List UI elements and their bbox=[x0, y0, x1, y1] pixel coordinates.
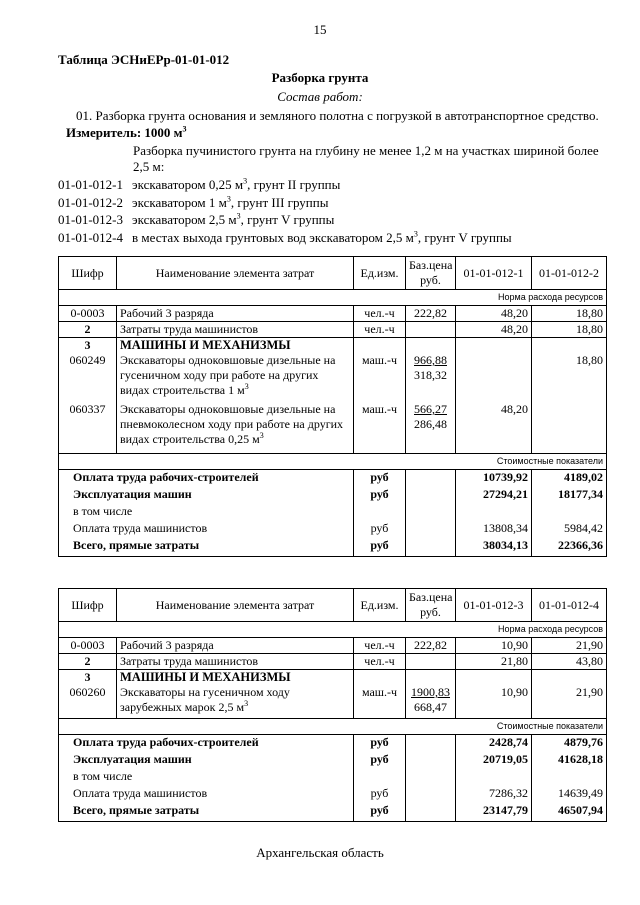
header-col-b: 01-01-012-2 bbox=[532, 257, 607, 290]
header-col-b: 01-01-012-4 bbox=[532, 589, 607, 622]
header-unit: Ед.изм. bbox=[354, 257, 406, 290]
composition-title: Состав работ: bbox=[277, 89, 363, 104]
table-name: Таблица ЭСНиЕРр-01-01-012 bbox=[58, 52, 230, 67]
page-number: 15 bbox=[313, 22, 327, 37]
norm-label: Норма расхода ресурсов bbox=[59, 622, 607, 638]
summary-row: Оплата труда рабочих-строителей руб 2428,74 4879,76 bbox=[59, 735, 607, 752]
header-name: Наименование элемента затрат bbox=[117, 257, 354, 290]
norm-label: Норма расхода ресурсов bbox=[59, 290, 607, 306]
table-row: 060249 Экскаваторы одноковшовые дизельные на гусеничном ходу при работе на других видах строительства 1 $м^3$ маш.-ч 966,88 318,32 18,80 bbox=[59, 353, 607, 398]
table-row: 2 Затраты труда машинистов чел.-ч 21,80 43,80 bbox=[59, 654, 607, 670]
header-unit: Ед.изм. bbox=[354, 589, 406, 622]
variant-row: 01-01-012-3 экскаватором 2,5 $м^3$, грунт V группы bbox=[58, 211, 335, 227]
table-row: 060337 Экскаваторы одноковшовые дизельные на пневмоколесном ходу при работе на других видах строительства 0,25 $м^3$ маш.-ч 566,27 286,48 48,20 bbox=[59, 398, 607, 454]
section-row: 3 МАШИНЫ И МЕХАНИЗМЫ bbox=[59, 670, 607, 686]
summary-row: Эксплуатация машин руб 27294,21 18177,34 bbox=[59, 487, 607, 504]
header-price: Баз.цена руб. bbox=[406, 589, 456, 622]
summary-row: Оплата труда рабочих-строителей руб 10739,92 4189,02 bbox=[59, 470, 607, 487]
header-col-a: 01-01-012-1 bbox=[456, 257, 532, 290]
variant-row: 01-01-012-2 экскаватором 1 $м^3$, грунт III группы bbox=[58, 194, 329, 210]
resource-table-1 bbox=[58, 256, 607, 557]
description: Разборка пучинистого грунта на глубину не менее 1,2 м на участках шириной более 2,5 м: bbox=[133, 143, 599, 174]
resource-table-2 bbox=[58, 588, 607, 822]
table-row: 0-0003 Рабочий 3 разряда чел.-ч 222,82 10,90 21,90 bbox=[59, 638, 607, 654]
summary-row: Оплата труда машинистов руб 7286,32 14639,49 bbox=[59, 786, 607, 803]
section-row: 3 МАШИНЫ И МЕХАНИЗМЫ bbox=[59, 338, 607, 354]
section-title: Разборка грунта bbox=[271, 70, 369, 85]
work-item: 01. Разборка грунта основания и земляного полотна с погрузкой в автотранспортное средство. bbox=[76, 108, 599, 123]
cost-label: Стоимостные показатели bbox=[59, 454, 607, 470]
header-code: Шифр bbox=[59, 257, 117, 290]
variant-row: 01-01-012-4 в местах выхода грунтовых вод экскаватором 2,5 $м^3$, грунт V группы bbox=[58, 229, 512, 245]
table-row: 060260 Экскаваторы на гусеничном ходу зарубежных марок 2,5 $м^3$ маш.-ч 1900,83 668,47 10,90 21,90 bbox=[59, 685, 607, 719]
summary-row: Всего, прямые затраты руб 38034,13 22366,36 bbox=[59, 538, 607, 557]
summary-row: Всего, прямые затраты руб 23147,79 46507,94 bbox=[59, 803, 607, 822]
summary-row: Оплата труда машинистов руб 13808,34 5984,42 bbox=[59, 521, 607, 538]
header-code: Шифр bbox=[59, 589, 117, 622]
cost-label: Стоимостные показатели bbox=[59, 719, 607, 735]
meter: Измеритель: 1000 $м^3$ bbox=[66, 124, 187, 140]
table-row: 2 Затраты труда машинистов чел.-ч 48,20 18,80 bbox=[59, 322, 607, 338]
summary-row: в том числе bbox=[59, 769, 607, 786]
header-name: Наименование элемента затрат bbox=[117, 589, 354, 622]
footer-region: Архангельская область bbox=[256, 845, 384, 860]
header-price: Баз.цена руб. bbox=[406, 257, 456, 290]
summary-row: в том числе bbox=[59, 504, 607, 521]
header-col-a: 01-01-012-3 bbox=[456, 589, 532, 622]
variant-row: 01-01-012-1 экскаватором 0,25 $м^3$, грунт II группы bbox=[58, 176, 341, 192]
table-row: 0-0003 Рабочий 3 разряда чел.-ч 222,82 48,20 18,80 bbox=[59, 306, 607, 322]
summary-row: Эксплуатация машин руб 20719,05 41628,18 bbox=[59, 752, 607, 769]
